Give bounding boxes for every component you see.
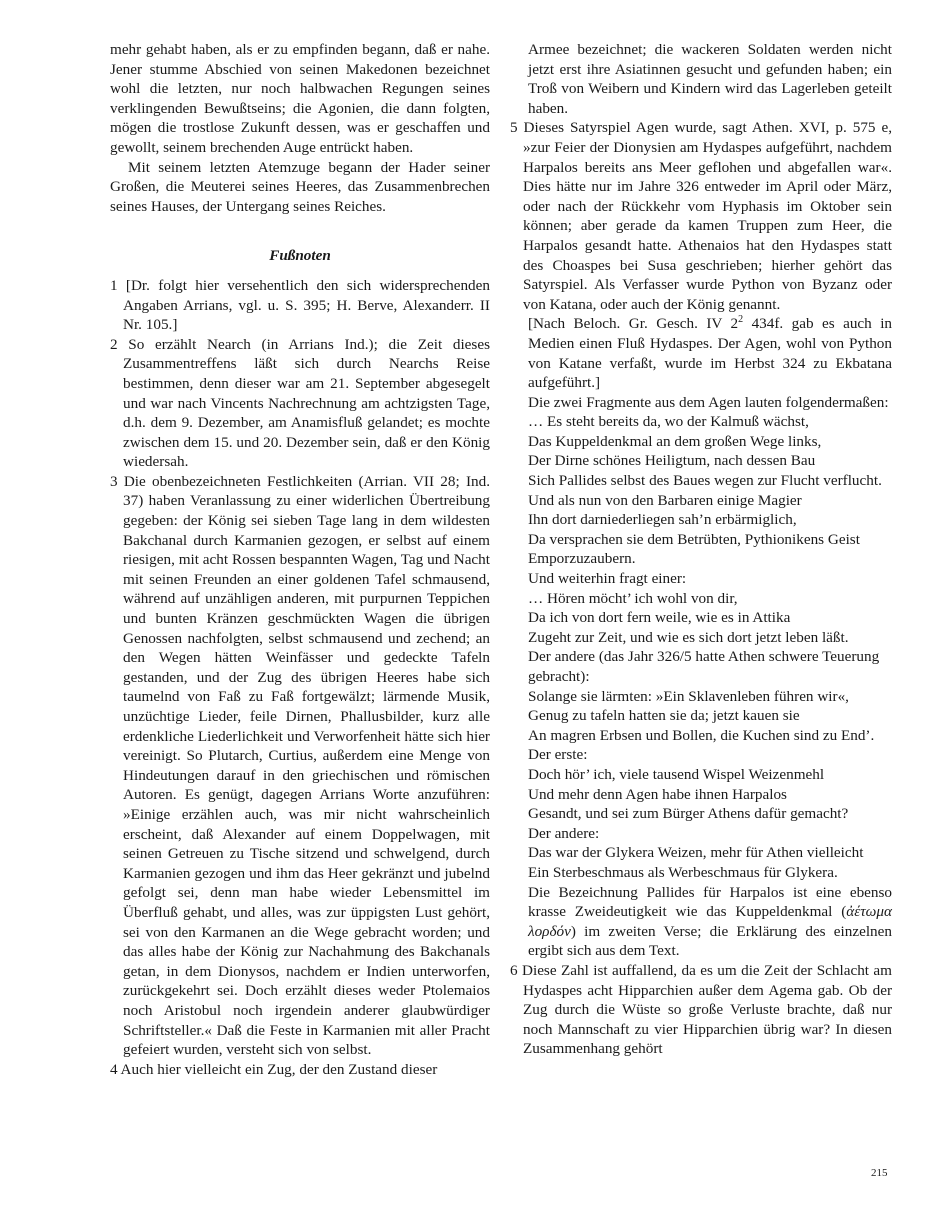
footnote-6: 6 Diese Zahl ist auffallend, da es um die Zeit der Schlacht am Hydaspes acht Hipparchien außer dem Agema gab. Ob der Zug durch die Wüste so große Verluste brachte, daß nur noch Mannschaft zu vier Hipparchien übrig war? In diesen Zusammenhang gehört (510, 961, 892, 1058)
footnote-5-explanation (510, 883, 892, 961)
verse-line: … Es steht bereits da, wo der Kalmuß wächst, (528, 413, 809, 431)
page-number: 215 (871, 1167, 888, 1179)
bracket-note-text: 434f. gab es auch in Medien einen Fluß Hydaspes. Der Agen, wohl von Python von Katane verfaßt, wurde im Herbst 324 zu Ekbatana aufgeführt.] (528, 315, 893, 392)
left-column (110, 40, 490, 1079)
body-paragraph: mehr gehabt haben, als er zu empfinden begann, daß er nahe. Jener stumme Abschied von seinen Makedonen bezeichnet wohl die letzten, nur noch halbwachen Regungen seines verklingenden Bewußtseins; die Agonien, die dann folgten, mögen die trostlose Zukunft dessen, was er geschaffen und gewollt, seinem brechenden Auge entrückt haben. (110, 41, 490, 156)
verse-line: Der erste: (528, 746, 588, 764)
footnote-5-bracket-note (510, 314, 892, 392)
verse-line: Und weiterhin fragt einer: (528, 570, 687, 588)
verse-line: Ein Sterbeschmaus als Werbeschmaus für Glykera. (528, 863, 838, 881)
footnote-5: 5 Dieses Satyrspiel Agen wurde, sagt Athen. XVI, p. 575 e, »zur Feier der Dionysien am Hydaspes aufgeführt, nachdem Harpalos bereits ans Meer geflohen und abgefallen war«. Dies hätte nur im Jahre 326 entweder im April oder März, oder nach der Rückkehr vom Hyphasis im Oktober sein können; aber gerade da kamen Truppen zum Heer, die Harpalos gesandt hatte. Athenaios hat den Hydaspes statt des Choaspes bei Susa geschrieben; hierher gehört das Satyrspiel. Als Verfasser wurde Python von Byzanz oder von Katana, oder auch der König genannt. (510, 119, 892, 313)
verse-line: Der Dirne schönes Heiligtum, nach dessen Bau (528, 452, 816, 470)
verse-line: Und als nun von den Barbaren einige Magier (528, 491, 802, 509)
verse-line: Gesandt, und sei zum Bürger Athens dafür gemacht? (528, 805, 849, 823)
explanation-text: ) im zweiten Verse; die Erklärung des einzelnen ergibt sich aus dem Text. (528, 922, 892, 960)
verse-line: Der andere (das Jahr 326/5 hatte Athen schwere Teuerung gebracht): (528, 648, 880, 685)
verse-line: Solange sie lärmten: »Ein Sklavenleben führen wir«, (528, 687, 849, 705)
verse-line: Zugeht zur Zeit, und wie es sich dort jetzt leben läßt. (528, 628, 849, 646)
verse-line: Die zwei Fragmente aus dem Agen lauten folgendermaßen: (528, 393, 889, 411)
verse-fragments (510, 393, 892, 883)
verse-line: Da versprachen sie dem Betrübten, Pythionikens Geist Emporzuzaubern. (528, 530, 860, 568)
verse-line: Doch hör’ ich, viele tausend Wispel Weizenmehl (528, 765, 825, 783)
verse-line: Da ich von dort fern weile, wie es in Attika (528, 609, 791, 627)
superscript: 2 (738, 314, 744, 326)
verse-line: Der andere: (528, 824, 600, 842)
explanation-text: Die Bezeichnung Pallides für Harpalos ist eine ebenso krasse Zweideutigkeit wie das Kuppeldenkmal ( (528, 883, 892, 921)
verse-line: Das Kuppeldenkmal an dem großen Wege links, (528, 432, 822, 450)
body-paragraph: Mit seinem letzten Atemzuge begann der Hader seiner Großen, die Meuterei seines Heeres, das Zusammenbrechen seines Hauses, der Untergang seines Reiches. (110, 158, 490, 215)
right-column (510, 40, 892, 1059)
footnote-1: 1 [Dr. folgt hier versehentlich den sich widersprechenden Angaben Arrians, vgl. u. S. 395; H. Berve, Alexanderr. II Nr. 105.] (110, 276, 490, 334)
greek-term: ἀέτωμα λορδόν (528, 903, 892, 940)
verse-line: Das war der Glykera Weizen, mehr für Athen vielleicht (528, 844, 864, 862)
footnotes-heading: Fußnoten (269, 247, 331, 265)
verse-line: Und mehr denn Agen habe ihnen Harpalos (528, 785, 787, 803)
footnote-4-continuation: Armee bezeichnet; die wackeren Soldaten werden nicht jetzt erst ihre Asiatinnen gesucht und gefunden haben; ein Troß von Weibern und Kindern wird das Lagerleben geteilt haben. (528, 41, 892, 117)
footnote-3: 3 Die obenbezeichneten Festlichkeiten (Arrian. VII 28; Ind. 37) haben Veranlassung zu einer widerlichen Übertreibung gegeben: der König sei sieben Tage lang in dem wildesten Bakchanal durch Karmanien gezogen, er selbst auf einem riesigen, mit acht Rossen bespannten Wagen, Tag und Nacht mit seinen Freunden an einer goldenen Tafel schmausend, während auf unzähligen anderen, mit purpurnen Teppichen und bunten Kränzen geschmückten Wagen die übrigen Genossen nachfolgten, selbst schmausend und zechend; an den Wegen hätten Weinfässer und gedeckte Tafeln gestanden, und der Zug des übrigen Heeres habe sich taumelnd von Faß zu Faß fortgewälzt; lärmende Musik, unzüchtige Lieder, feile Dirnen, Phallusbilder, kurz alle erdenkliche Liederlichkeit und Verworfenheit hätte sich hier vereinigt. So Plutarch, Curtius, außerdem eine Menge von Hindeutungen darauf in den griechischen und römischen Autoren. Es genügt, dagegen Arrians Worte anzuführen: »Einige erzählen auch, was mir nicht wahrscheinlich erscheint, daß Alexander auf einem Doppelwagen, mit seinen Getreuen zu Tische sitzend und schwelgend, durch Karmanien gezogen und ihm das Heer gekränzt und jubelnd gefolgt sei, denn man habe wieder Lebensmittel im Überfluß gehabt, und alles, was zur üppigsten Lust gehört, sei von den Karmanen an die Wege gebracht worden; und das alles habe der König zur Nachahmung des Bakchanals getan, in dem Dionysos, nachdem er Indien unterworfen, zurückgekehrt sei. Doch erzählt dieses weder Ptolemaios noch Aristobul noch irgendein anderer glaubwürdiger Schriftsteller.« Daß die Feste in Karmanien mit aller Pracht gefeiert wurden, versteht sich von selbst. (110, 472, 490, 1059)
bracket-note-text: [Nach Beloch. Gr. Gesch. IV 2 (528, 315, 739, 333)
verse-line: Genug zu tafeln hatten sie da; jetzt kauen sie (528, 707, 800, 725)
footnote-2: 2 So erzählt Nearch (in Arrians Ind.); die Zeit dieses Zusammentreffens läßt sich durch Nearchs Reise bestimmen, denn dieser war am 21. September abgesegelt und war nach Vincents Nachrechnung am achtzigsten Tage, d.h. dem 9. Dezember, am Anamisfluß gelandet; es mochte zwischen dem 15. und 20. Dezember sein, daß er den König wiedersah. (110, 335, 490, 471)
verse-line: Sich Pallides selbst des Baues wegen zur Flucht verflucht. (528, 472, 882, 490)
verse-line: Ihn dort darniederliegen sah’n erbärmiglich, (528, 511, 797, 529)
verse-line: An magren Erbsen und Bollen, die Kuchen sind zu End’. (528, 726, 875, 744)
footnote-4: 4 Auch hier vielleicht ein Zug, der den Zustand dieser (110, 1060, 438, 1078)
verse-line: … Hören möcht’ ich wohl von dir, (528, 589, 738, 607)
